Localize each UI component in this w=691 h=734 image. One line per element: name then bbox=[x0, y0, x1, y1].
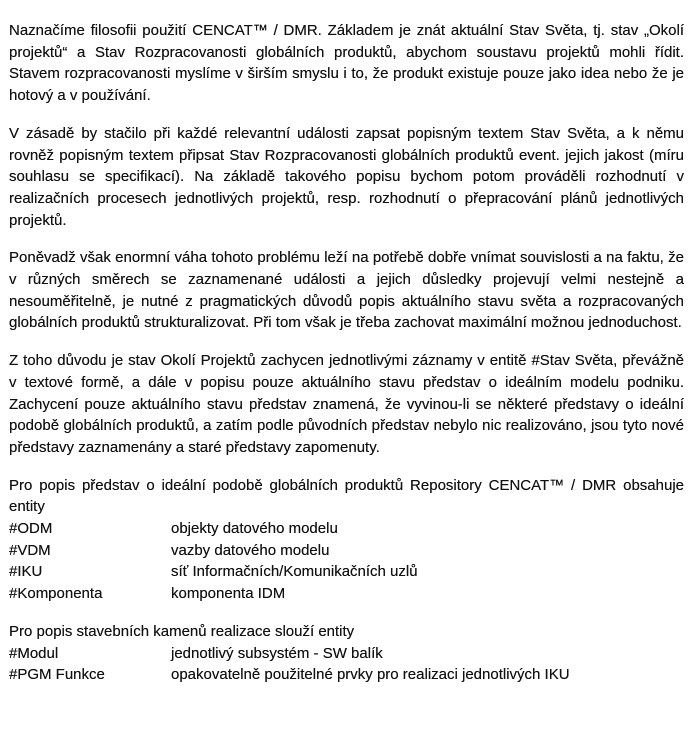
entity-row-iku bbox=[9, 561, 684, 583]
entity-description: komponenta IDM bbox=[171, 585, 286, 603]
entity-list-building-intro: Pro popis stavebních kamenů realizace slouží entity bbox=[9, 622, 355, 640]
entity-description: vazby datového modelu bbox=[171, 541, 330, 559]
entity-description: jednotlivý subsystém - SW balík bbox=[171, 644, 383, 662]
entity-name: #Modul bbox=[9, 644, 59, 662]
entity-name: #PGM Funkce bbox=[9, 666, 105, 684]
entity-name: #VDM bbox=[9, 541, 51, 559]
entity-description: opakovatelně použitelné prvky pro realizaci jednotlivých IKU bbox=[171, 666, 570, 684]
entity-row-modul bbox=[9, 643, 684, 665]
entity-description: objekty datového modelu bbox=[171, 520, 338, 538]
entity-row-komponenta bbox=[9, 583, 684, 605]
entity-name: #IKU bbox=[9, 563, 43, 581]
paragraph-intro-cencat: Naznačíme filosofii použití CENCAT™ / DMR. Základem je znát aktuální Stav Světa, tj. stav „Okolí projektů“ a Stav Rozpracovanosti globálních produktů, abychom soustavu projektů mohli řídit. Stavem rozpracovanosti myslíme v širším smyslu i to, že produkt existuje pouze jako idea nebo že je hotový a v používání. bbox=[9, 22, 684, 105]
entity-list-repository-intro: Pro popis představ o ideální podobě globálních produktů Repository CENCAT™ / DMR obsahuje entity bbox=[9, 476, 684, 516]
entity-name: #Komponenta bbox=[9, 585, 103, 603]
paragraph-stav-sveta: V zásadě by stačilo při každé relevantní události zapsat popisným textem Stav Světa, a k němu rovněž popisným textem připsat Stav Rozpracovanosti globálních produktů event. jejich jakost (míru souhlasu se specifikací). Na základě takového popisu bychom potom prováděli rozhodnutí v realizačních procesech jednotlivých projektů, resp. rozhodnutí o přepracování plánů jednotlivých projektů. bbox=[9, 124, 684, 229]
entity-row-vdm bbox=[9, 540, 684, 562]
entity-row-pgm-funkce bbox=[9, 664, 684, 686]
entity-name: #ODM bbox=[9, 520, 53, 538]
paragraph-strukturalizace: Poněvadž však enormní váha tohoto problému leží na potřebě dobře vnímat souvislosti a na faktu, že v různých směrech se zaznamenané události a jejich důsledky projevují velmi nestejně a nesouměřitelně, je nutné z pragmatických důvodů popis aktuálního stavu světa a rozpracovaných globálních produktů strukturalizovat. Při tom však je třeba zachovat maximální možnou jednoduchost. bbox=[9, 249, 684, 332]
paragraph-entita-stav-sveta: Z toho důvodu je stav Okolí Projektů zachycen jednotlivými záznamy v entitě #Stav Světa, převážně v textové formě, a dále v popisu pouze aktuálního stavu představ o ideálním modelu podniku. Zachycení pouze aktuálního stavu představ znamená, že vyvinou-li se některé představy o ideální podobě globálních produktů, a zatím podle původních představ nebylo nic realizováno, jsou tyto nové představy zaznamenány a staré představy zapomenuty. bbox=[9, 352, 684, 456]
entity-row-odm bbox=[9, 518, 684, 540]
entity-description: síť Informačních/Komunikačních uzlů bbox=[171, 563, 418, 581]
entity-list-building-blocks bbox=[9, 621, 684, 686]
entity-list-repository bbox=[9, 475, 684, 605]
